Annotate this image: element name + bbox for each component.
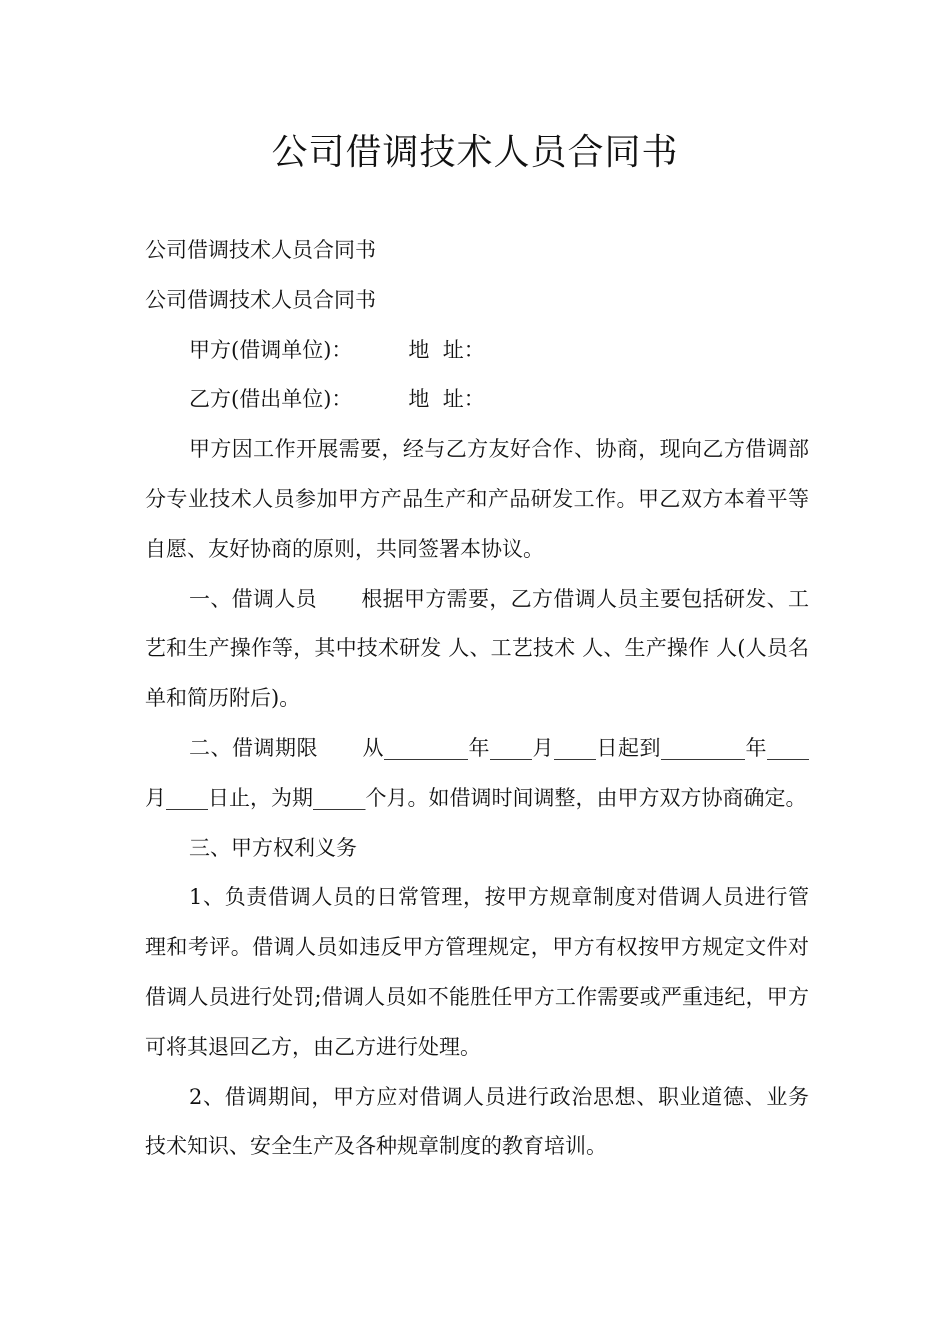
document-title: 公司借调技术人员合同书 [271,132,679,173]
party-a-address-label: 地 址： [408,337,485,362]
section-2-text: 从________年____月____日起到________年____月____日止，为期_____个月。如借调时间调整，由甲方双方协商确定。 [145,735,809,810]
section-3-heading: 三、甲方权利义务 [189,835,357,860]
intro-paragraph: 甲方因工作开展需要，经与乙方友好合作、协商，现向乙方借调部分专业技术人员参加甲方产品生产和产品研发工作。甲乙双方本着平等自愿、友好协商的原则，共同签署本协议。 [145,437,809,561]
section-1-paragraph [145,575,809,724]
section-1-heading: 一、借调人员 [189,586,317,611]
item-3-1-paragraph: 1、负责借调人员的日常管理，按甲方规章制度对借调人员进行管理和考评。借调人员如违反甲方管理规定，甲方有权按甲方规定文件对借调人员进行处罚;借调人员如不能胜任甲方工作需要或严重违纪，甲方可将其退回乙方，由乙方进行处理。 [145,885,809,1059]
party-b-line [145,375,809,425]
subtitle-line-1: 公司借调技术人员合同书 [145,238,376,262]
item-3-2-paragraph: 2、借调期间，甲方应对借调人员进行政治思想、职业道德、业务技术知识、安全生产及各种规章制度的教育培训。 [145,1084,809,1159]
document-body [145,226,809,1172]
section-1-text: 根据甲方需要，乙方借调人员主要包括研发、工艺和生产操作等，其中技术研发 人、工艺技术 人、生产操作 人(人员名单和简历附后)。 [145,586,809,711]
party-b-label: 乙方(借出单位)： [189,387,353,412]
party-a-label: 甲方(借调单位)： [189,337,353,362]
party-a-line [145,326,809,376]
section-2-paragraph [145,724,809,824]
party-b-address-label: 地 址： [408,387,485,412]
section-2-heading: 二、借调期限 [189,735,318,760]
subtitle-line-2: 公司借调技术人员合同书 [145,287,376,312]
